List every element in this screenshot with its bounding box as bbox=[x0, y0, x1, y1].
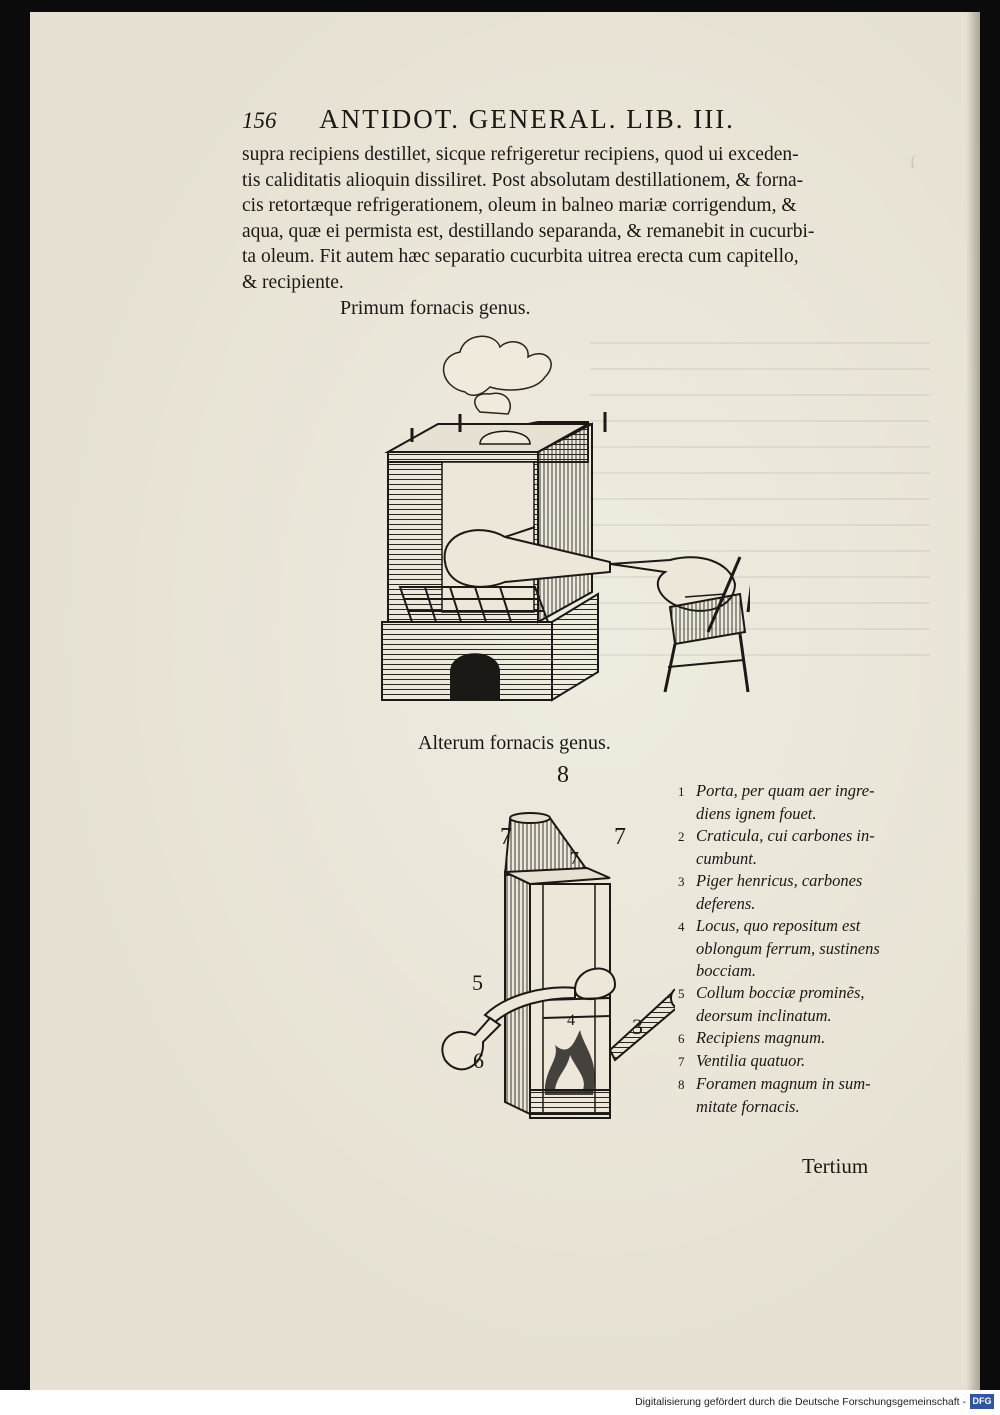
legend-row: 7 Ventilia quatuor. bbox=[678, 1051, 806, 1070]
text-line: cis retortæque refrigerationem, oleum in balneo mariæ corrigendum, & bbox=[242, 195, 797, 216]
funding-credit: Digitalisierung gefördert durch die Deutsche Forschungsgemeinschaft - bbox=[635, 1396, 966, 1408]
legend-row: 4 Locus, quo repositum est bbox=[678, 916, 861, 935]
legend-row: 6 Recipiens magnum. bbox=[678, 1028, 826, 1047]
legend-row: diens ignem fouet. bbox=[696, 804, 817, 823]
furnace-illustration-2 bbox=[405, 760, 675, 1135]
legend-row: 3 Piger henricus, carbones bbox=[678, 871, 863, 890]
legend-row: 1 Porta, per quam aer ingre- bbox=[678, 781, 875, 800]
legend-row: 8 Foramen magnum in sum- bbox=[678, 1074, 871, 1093]
figure-caption-2: Alterum fornacis genus. bbox=[418, 732, 611, 754]
legend-row: cumbunt. bbox=[696, 849, 757, 868]
figure-caption-1: Primum fornacis genus. bbox=[340, 297, 531, 319]
text-line: & recipiente. bbox=[242, 271, 344, 293]
running-head bbox=[242, 104, 942, 135]
text-line: ta oleum. Fit autem hæc separatio cucurbita uitrea erecta cum capitello, bbox=[242, 246, 799, 267]
furnace-illustration-1 bbox=[330, 332, 750, 712]
page-number: 156 bbox=[242, 108, 277, 133]
figure-legend bbox=[678, 780, 948, 1118]
legend-row: 2 Craticula, cui carbones in- bbox=[678, 826, 875, 845]
text-line: aqua, quæ ei permista est, destillando separanda, & remanebit in cucurbi- bbox=[242, 220, 815, 242]
figure-label: 7 bbox=[570, 848, 579, 868]
page-edge-shadow bbox=[966, 12, 980, 1390]
body-text bbox=[242, 142, 902, 295]
figure-label: 8 bbox=[557, 762, 569, 788]
legend-row: deferens. bbox=[696, 894, 756, 913]
figure-label: 4 bbox=[567, 1012, 575, 1029]
text-line: supra recipiens destillet, sicque refrigeretur recipiens, quod ui exceden- bbox=[242, 144, 799, 165]
legend-row: mitate fornacis. bbox=[696, 1097, 800, 1116]
digitization-footer bbox=[0, 1390, 1000, 1415]
figure-label: 3 bbox=[632, 1014, 643, 1039]
legend-row: bocciam. bbox=[696, 961, 757, 980]
catchword: Tertium bbox=[802, 1154, 869, 1178]
dfg-logo: DFG bbox=[970, 1394, 994, 1409]
legend-row: 5 Collum bocciæ prominẽs, bbox=[678, 983, 865, 1002]
figure-label: 7 bbox=[614, 824, 626, 850]
figure-label: 7 bbox=[500, 824, 512, 850]
book-page bbox=[30, 12, 980, 1390]
text-line: tis caliditatis alioquin dissiliret. Post absolutam destillationem, & forna- bbox=[242, 169, 804, 191]
figure-label: 5 bbox=[472, 970, 483, 995]
bleed-through: ſ bbox=[910, 152, 916, 172]
legend-row: deorsum inclinatum. bbox=[696, 1006, 832, 1025]
legend-row: oblongum ferrum, sustinens bbox=[696, 939, 880, 958]
scan-frame bbox=[0, 0, 1000, 12]
figure-label: 6 bbox=[473, 1048, 484, 1073]
running-title: ANTIDOT. GENERAL. LIB. III. bbox=[319, 104, 735, 134]
